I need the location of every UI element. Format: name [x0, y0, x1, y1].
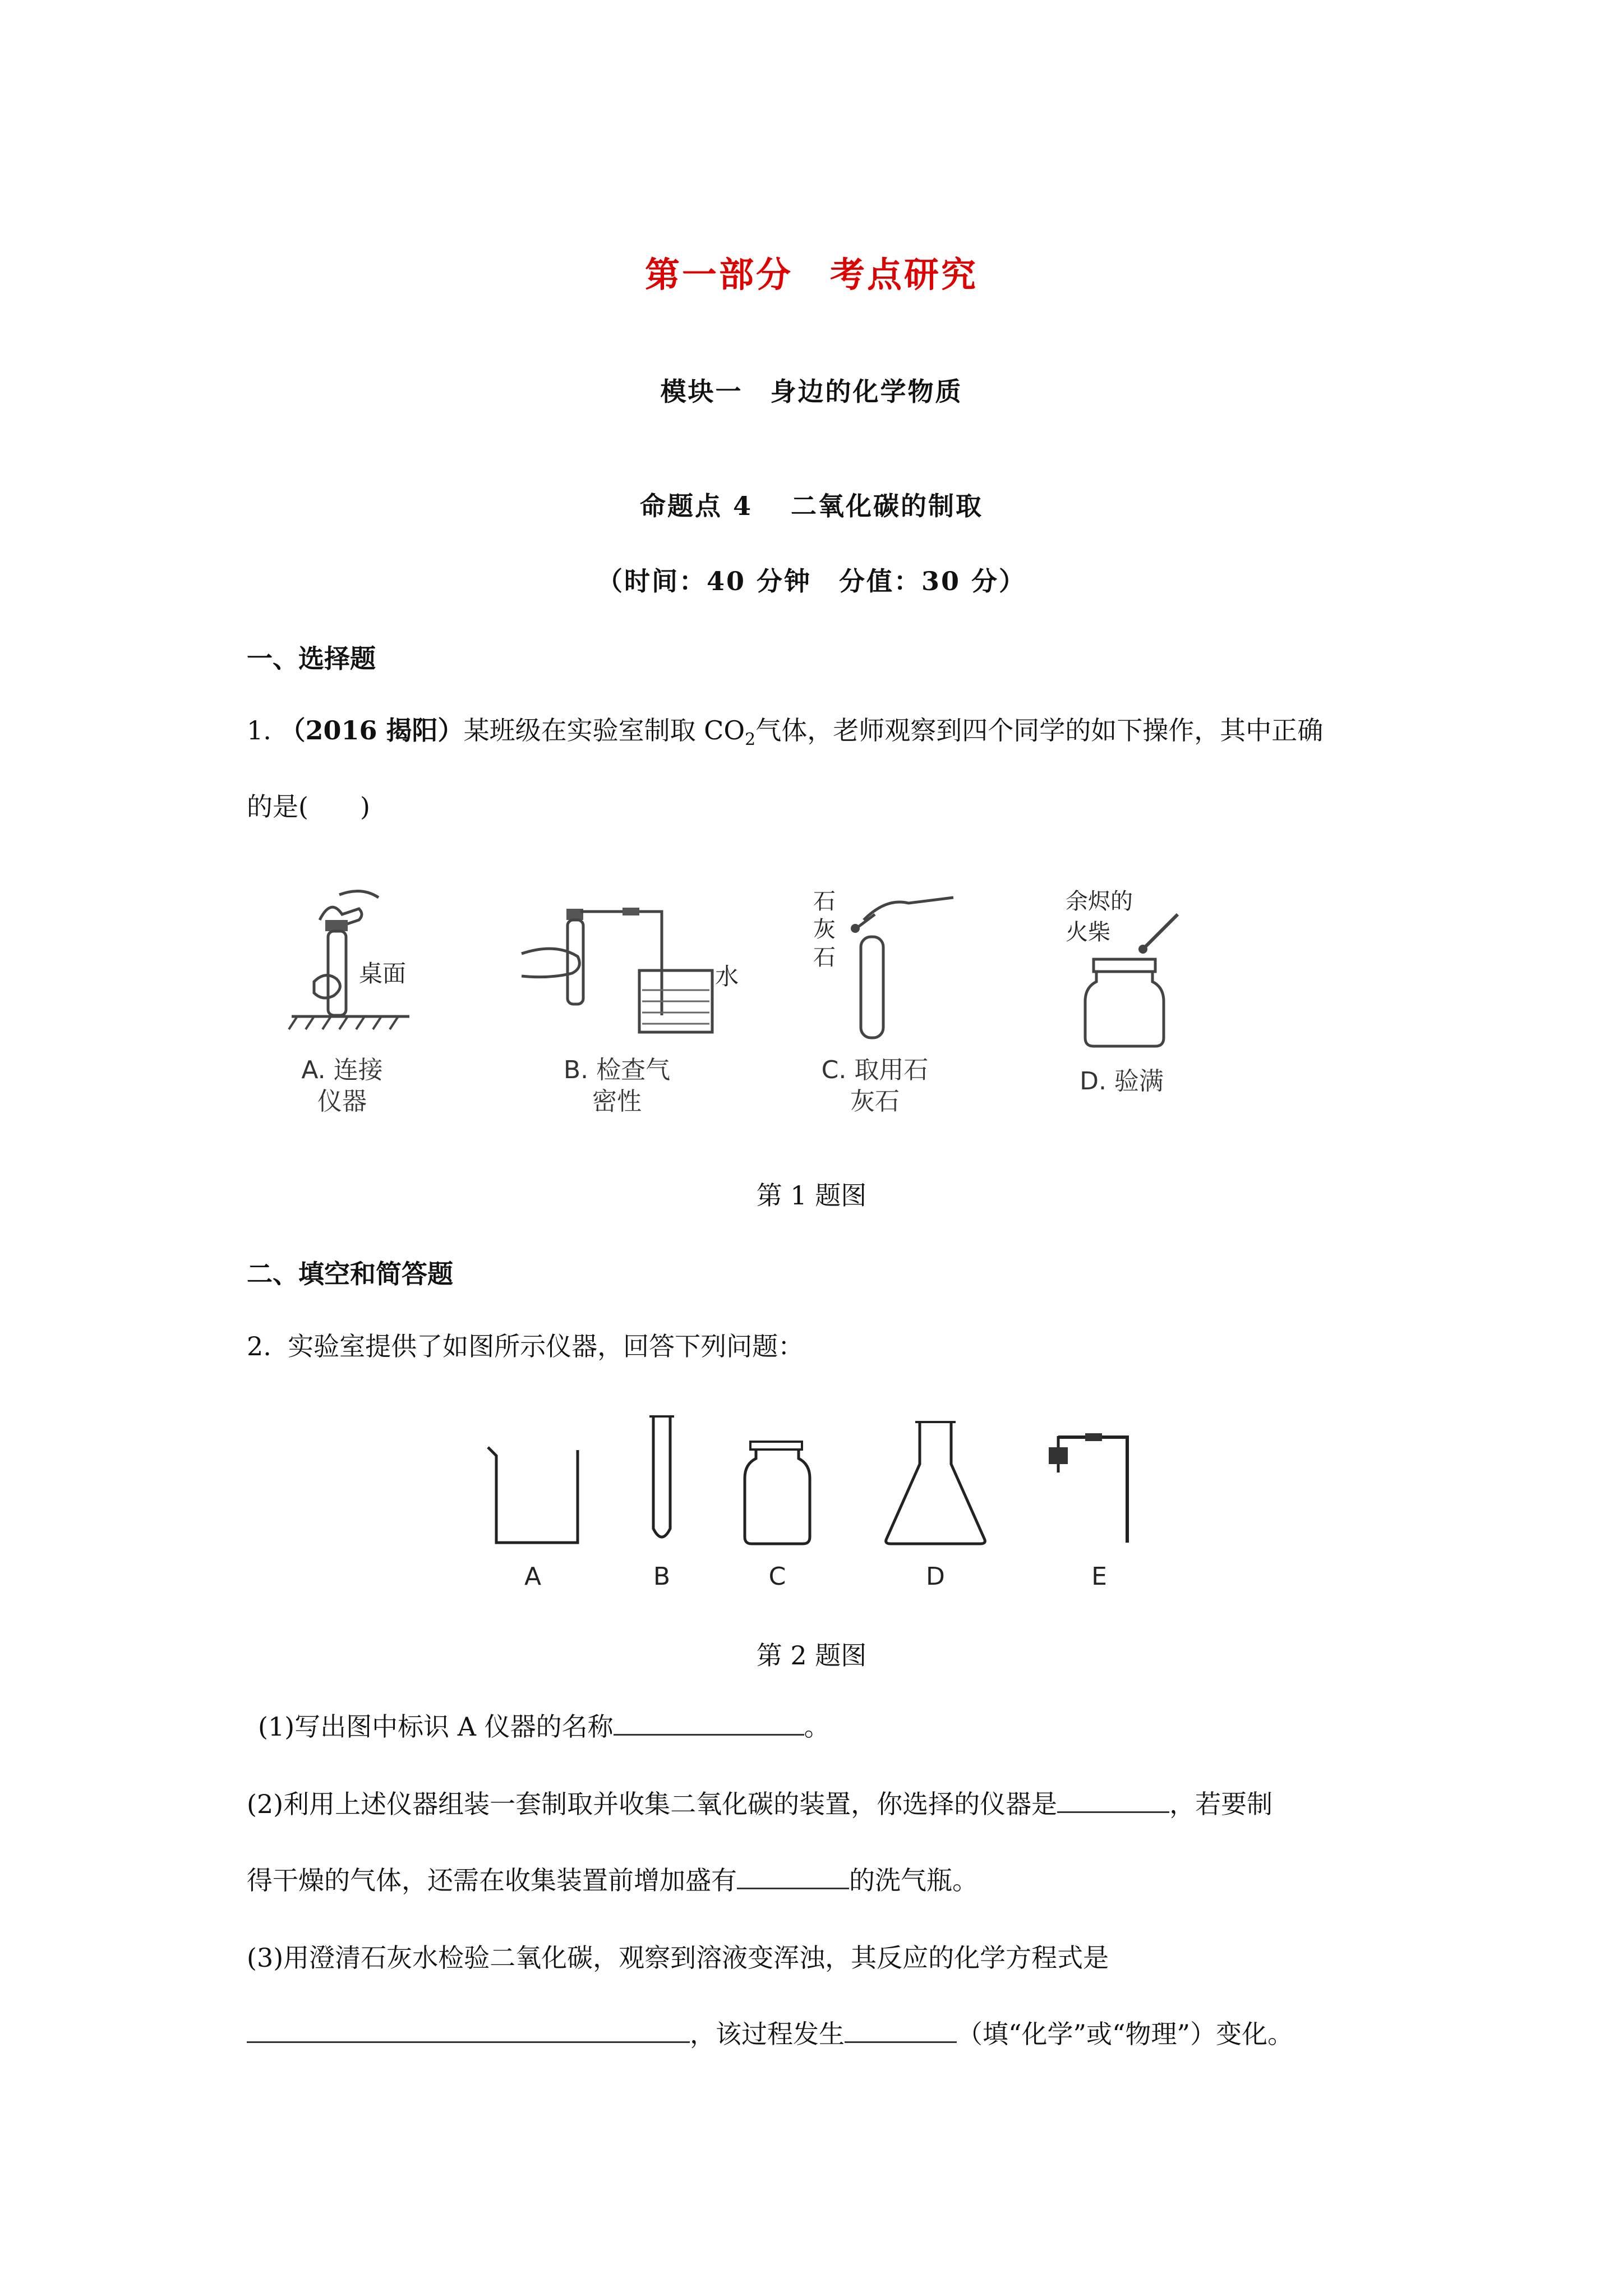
answer-blank-1[interactable] [614, 1711, 804, 1736]
section-heading-fill: 二、填空和简答题 [247, 1259, 453, 1289]
apparatus-label-a: A [524, 1562, 542, 1591]
desk-label: 桌面 [359, 960, 407, 987]
question-2-stem [247, 1329, 804, 1363]
stopper-tube-drawing [1049, 1447, 1068, 1464]
question-1-figure [247, 875, 1245, 1133]
check-full-illustration [1060, 875, 1228, 1055]
sub-question-1: (1)写出图中标识 A 仪器的名称 。 [258, 1711, 830, 1742]
beaker-drawing [488, 1447, 578, 1543]
answer-blank-4[interactable] [247, 2019, 690, 2043]
question-number: 1. [247, 715, 271, 746]
answer-blank-5[interactable] [845, 2019, 957, 2043]
water-label: 水 [715, 963, 739, 990]
option-d-label: D. 验满 [1080, 1067, 1164, 1096]
apparatus-label-e: E [1091, 1562, 1107, 1591]
apparatus-label-b: B [653, 1562, 671, 1591]
figure-1-caption: 第 1 题图 [756, 1180, 867, 1211]
topic-title: 命题点 4 二氧化碳的制取 [639, 491, 984, 521]
figure-2-caption: 第 2 题图 [756, 1640, 867, 1671]
sub-question-3-line-1: (3)用澄清石灰水检验二氧化碳，观察到溶液变浑浊，其反应的化学方程式是 [247, 1943, 1109, 1973]
question-1-line-1 [247, 714, 1323, 757]
question-text: 气体，老师观察到四个同学的如下操作，其中正确 [755, 715, 1324, 746]
test-tube-drawing [653, 1416, 670, 1537]
svg-text:火柴: 火柴 [1066, 919, 1110, 945]
svg-text:石: 石 [813, 945, 836, 970]
sub-question-3-line-2: ，该过程发生 （填“化学”或“物理”）变化。 [247, 2017, 1293, 2051]
module-title: 模块一 身边的化学物质 [660, 376, 963, 407]
question-source: （2016 揭阳） [279, 715, 464, 746]
section-heading-choice: 一、选择题 [247, 643, 376, 674]
apparatus-label-c: C [768, 1562, 786, 1591]
option-b-label: B. 检查气 密性 [563, 1056, 671, 1116]
limestone-label: 石 [813, 889, 836, 914]
subscript: 2 [745, 730, 756, 750]
take-limestone-illustration [808, 875, 987, 1049]
apparatus-label-d: D [926, 1562, 945, 1591]
conical-flask-drawing [886, 1422, 985, 1544]
option-a-label: A. 连接 仪器 [301, 1056, 383, 1116]
svg-text:余烬的: 余烬的 [1066, 889, 1133, 914]
question-text: 某班级在实验室制取 CO [463, 715, 745, 746]
answer-blank-2[interactable] [1057, 1789, 1169, 1813]
option-c-label: C. 取用石 灰石 [821, 1056, 929, 1116]
svg-text:灰: 灰 [813, 917, 836, 942]
question-text: 实验室提供了如图所示仪器，回答下列问题： [288, 1331, 804, 1361]
time-info: （时间：40 分钟 分值：30 分） [596, 566, 1027, 596]
question-2-apparatus-figure [477, 1402, 1161, 1593]
question-number: 2. [247, 1331, 271, 1361]
sub-question-2-line-2: 得干燥的气体，还需在收集装置前增加盛有 的洗气瓶。 [247, 1865, 978, 1895]
question-1-line-2: 的是( ) [247, 792, 370, 822]
answer-blank-3[interactable] [737, 1865, 849, 1889]
connect-apparatus-illustration [280, 886, 437, 1038]
check-airtightness-illustration [516, 886, 751, 1055]
gas-bottle-drawing [750, 1442, 802, 1450]
sub-question-2-line-1: (2)利用上述仪器组装一套制取并收集二氧化碳的装置，你选择的仪器是 ，若要制 [247, 1789, 1273, 1819]
part-title: 第一部分 考点研究 [644, 254, 978, 295]
